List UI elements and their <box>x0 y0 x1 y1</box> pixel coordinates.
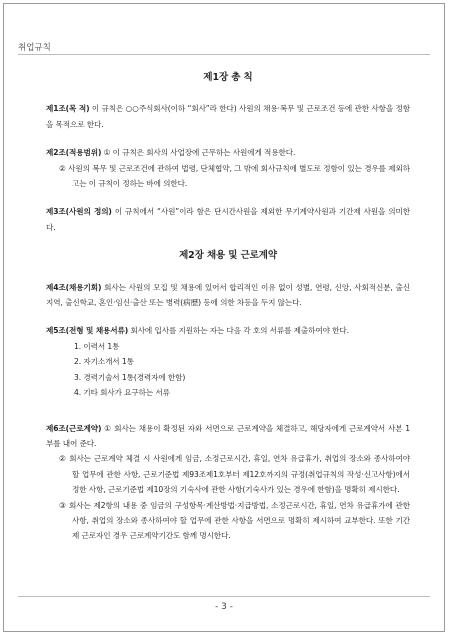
article-heading: 제6조(근로계약) <box>46 423 102 433</box>
list-item: 4. 기타 회사가 요구하는 서류 <box>74 388 170 398</box>
document-body <box>46 70 410 557</box>
article-2 <box>46 145 410 191</box>
list-item: 3. 경력기술서 1통(경력자에 한함) <box>74 372 186 382</box>
document-list <box>74 339 410 401</box>
article-paragraph: ② 회사는 근로계약 체결 시 사원에게 임금, 소정근로시간, 휴일, 연차 유급휴가, 취업의 장소와 종사하여야 할 업무에 관한 사항, 근로기준법 제93조제1호부터 제12호까지의 규정(취업규칙의 작성·신고사항)에서 정한 사항, 근로기준법 제10장의 기숙사에 관한 사항(기숙사가 있는 경우에 한함)을 명확히 제시한다. <box>59 454 410 495</box>
list-item: 2. 자기소개서 1통 <box>74 357 134 367</box>
article-text: 이 규칙은 ○○주식회사(이하 “회사”라 한다) 사원의 채용·복무 및 근로조건 등에 관한 사항을 정함을 목적으로 한다. <box>46 104 410 129</box>
document-page <box>3 3 445 632</box>
list-item: 1. 이력서 1통 <box>74 341 120 351</box>
chapter-1-title: 제1장 총 칙 <box>203 72 253 83</box>
article-text: ① 회사는 채용이 확정된 자와 서면으로 근로계약을 체결하고, 해당자에게 근로계약서 사본 1부를 내어 준다. <box>46 423 410 448</box>
article-5 <box>46 323 410 400</box>
article-paragraph: ③ 회사는 제2항의 내용 중 임금의 구성항목·계산방법·지급방법, 소정근로시간, 휴일, 연차 유급휴가에 관한 사항, 취업의 장소와 종사하여야 할 업무에 관한 사항을 서면으로 명확히 제시하여 교부한다. 또한 기간제 근로자인 경우 근로계약기간도 함께 명시한다. <box>59 500 410 541</box>
article-heading: 제2조(적용범위) <box>46 148 102 158</box>
article-3 <box>46 204 410 235</box>
article-heading: 제1조(목 적) <box>46 104 90 114</box>
article-paragraph: ② 사원의 복무 및 근로조건에 관하여 법령, 단체협약, 그 밖에 회사규칙에 별도로 정함이 있는 경우를 제외하고는 이 규칙이 정하는 바에 의한다. <box>59 163 410 189</box>
article-text: ① 이 규칙은 회사의 사업장에 근무하는 사원에게 적용한다. <box>101 148 296 158</box>
page-number: - 3 - <box>215 602 233 612</box>
header-divider <box>18 54 430 55</box>
article-text: 회사는 사원의 모집 및 채용에 있어서 합리적인 이유 없이 성별, 연령, 신앙, 사회적신분, 출신지역, 출신학교, 혼인·임신·출산 또는 병력(病歷) 등에 의한 차등을 두지 않는다. <box>46 282 410 308</box>
article-text: 이 규칙에서 “사원”이라 함은 단시간사원을 제외한 무기계약사원과 기간제 사원을 의미한다. <box>46 207 410 232</box>
article-heading: 제5조(전형 및 채용서류) <box>46 326 129 336</box>
article-4 <box>46 280 410 311</box>
article-1 <box>46 101 410 132</box>
article-heading: 제3조(사원의 정의) <box>46 207 112 217</box>
chapter-2-title: 제2장 채용 및 근로계약 <box>179 250 277 262</box>
article-text: 회사에 입사를 지원하는 자는 다음 각 호의 서류를 제출하여야 한다. <box>128 326 349 336</box>
article-6 <box>46 421 410 544</box>
article-heading: 제4조(채용기회) <box>46 282 102 292</box>
running-header: 취업규칙 <box>18 43 51 53</box>
footer-divider <box>18 596 430 597</box>
